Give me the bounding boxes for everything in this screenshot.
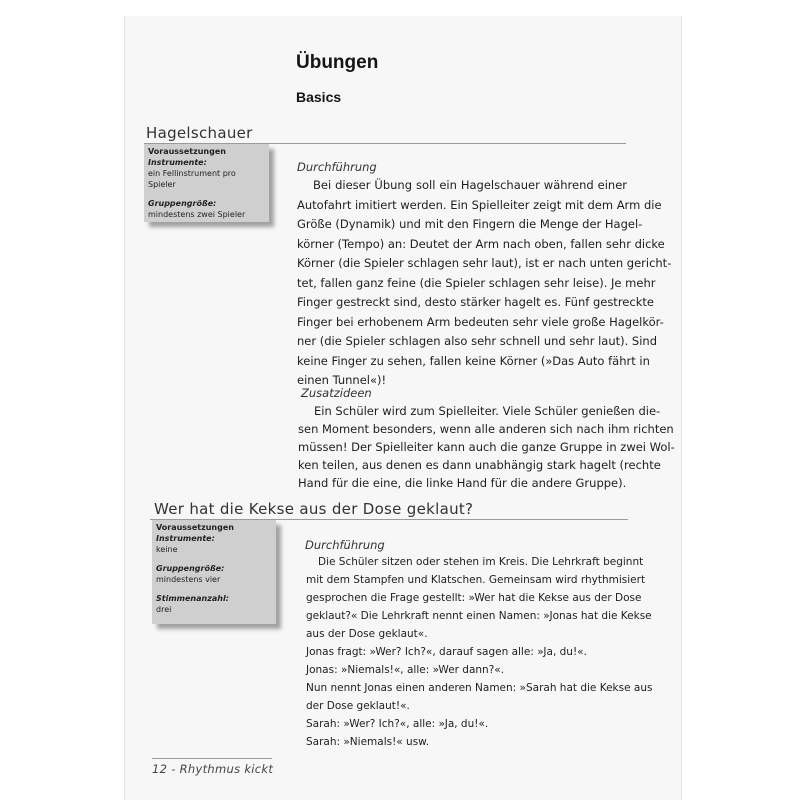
page-subtitle: Basics bbox=[296, 89, 342, 105]
procedure-subheading: Durchführung bbox=[305, 538, 385, 552]
text-line: aus der Dose geklaut«. bbox=[306, 628, 428, 640]
text-line: ner (die Spieler schlagen also sehr schnell und sehr laut). Sind bbox=[297, 334, 658, 348]
footer-divider bbox=[152, 758, 272, 759]
text-line: Hand für die eine, die linke Hand für die andere Gruppe). bbox=[298, 476, 627, 490]
text-line: tet, fallen ganz feine (die Spieler schlagen sehr leise). Je mehr bbox=[297, 275, 656, 290]
group-size-label: Gruppengröße: bbox=[148, 199, 217, 208]
text-line: Nun nennt Jonas einen anderen Namen: »Sarah hat die Kekse aus bbox=[306, 682, 653, 694]
instruments-label: Instrumente: bbox=[148, 158, 207, 167]
exercise-heading-hagelschauer: Hagelschauer bbox=[146, 124, 253, 142]
text-line: Die Schüler sitzen oder stehen im Kreis. Die Lehrkraft beginnt bbox=[318, 556, 644, 568]
procedure-text bbox=[306, 553, 653, 751]
text-line: Ein Schüler wird zum Spielleiter. Viele Schüler genießen die- bbox=[314, 404, 661, 418]
requirements-box bbox=[152, 520, 276, 624]
text-line: körner (Tempo) an: Deutet der Arm nach oben, fallen sehr dicke bbox=[297, 236, 665, 251]
requirements-header: Voraussetzungen bbox=[148, 147, 226, 156]
text-line: der Dose geklaut!«. bbox=[306, 700, 410, 712]
text-line: gesprochen die Frage gestellt: »Wer hat die Kekse aus der Dose bbox=[306, 592, 642, 604]
instruments-label: Instrumente: bbox=[156, 534, 215, 543]
procedure-text bbox=[297, 176, 672, 391]
text-line: Jonas fragt: »Wer? Ich?«, darauf sagen alle: »Ja, du!«. bbox=[306, 646, 587, 658]
text-line: sen Moment besonders, wenn alle anderen sich nach ihm richten bbox=[298, 422, 674, 436]
requirements-box bbox=[144, 144, 269, 222]
group-size-value: mindestens vier bbox=[156, 575, 221, 584]
text-line: müssen! Der Spielleiter kann auch die ganze Gruppe in zwei Wol- bbox=[298, 440, 675, 454]
text-line: Autofahrt imitiert werden. Ein Spielleiter zeigt mit dem Arm die bbox=[297, 197, 662, 212]
text-line: mit dem Stampfen und Klatschen. Gemeinsam wird rhythmisiert bbox=[306, 574, 646, 586]
text-line: Sarah: »Niemals!« usw. bbox=[306, 736, 430, 748]
instruments-value: keine bbox=[156, 545, 178, 554]
text-line: Größe (Dynamik) und mit den Fingern die Menge der Hagel- bbox=[297, 217, 643, 231]
text-line: einen Tunnel«)! bbox=[297, 373, 387, 387]
group-size-label: Gruppengröße: bbox=[156, 564, 225, 573]
ideas-text bbox=[298, 402, 675, 492]
instruments-value: ein Fellinstrument pro Spieler bbox=[148, 169, 236, 189]
group-size-value: mindestens zwei Spieler bbox=[148, 210, 246, 219]
text-line: geklaut?« Die Lehrkraft nennt einen Namen: »Jonas hat die Kekse bbox=[306, 610, 652, 622]
text-line: Körner (die Spieler schlagen sehr laut), ist er nach unten gericht- bbox=[297, 256, 672, 270]
text-line: ken teilen, aus denen es dann unabhängig stark hagelt (rechte bbox=[298, 458, 661, 472]
text-line: Finger bei erhobenem Arm bedeuten sehr viele große Hagelkör- bbox=[297, 314, 664, 329]
voices-value: drei bbox=[156, 605, 172, 614]
procedure-subheading: Durchführung bbox=[297, 160, 377, 174]
ideas-subheading: Zusatzideen bbox=[301, 386, 372, 400]
text-line: Finger gestreckt sind, desto stärker hagelt es. Fünf gestreckte bbox=[297, 295, 654, 309]
text-line: Sarah: »Wer? Ich?«, alle: »Ja, du!«. bbox=[306, 718, 489, 730]
exercise-heading-kekse: Wer hat die Kekse aus der Dose geklaut? bbox=[154, 500, 474, 518]
voices-label: Stimmenanzahl: bbox=[156, 594, 229, 603]
text-line: Jonas: »Niemals!«, alle: »Wer dann?«. bbox=[306, 664, 505, 676]
page-title: Übungen bbox=[296, 52, 379, 73]
text-line: keine Finger zu sehen, fallen keine Körner (»Das Auto fährt in bbox=[297, 353, 650, 368]
requirements-header: Voraussetzungen bbox=[156, 523, 234, 532]
text-line: Bei dieser Übung soll ein Hagelschauer während einer bbox=[313, 178, 627, 192]
page-footer: 12 - Rhythmus kickt bbox=[152, 762, 274, 776]
